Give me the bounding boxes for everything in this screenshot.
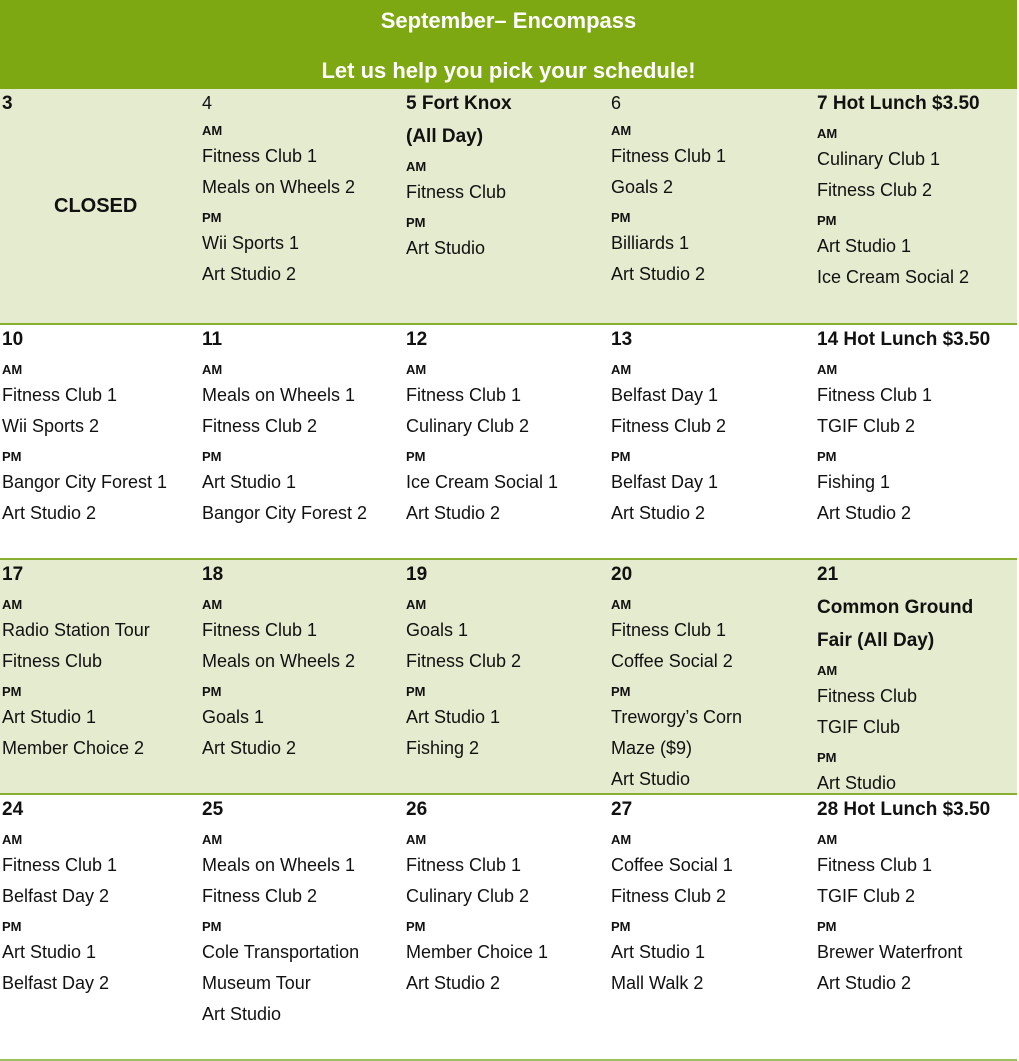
- activity-item: Wii Sports 1: [202, 233, 300, 253]
- day-event-title: (All Day): [406, 126, 484, 147]
- activity-item: Art Studio 2: [611, 264, 706, 284]
- activity-item: Art Studio 1: [2, 942, 97, 962]
- activity-item: Belfast Day 2: [2, 886, 110, 906]
- am-label: AM: [611, 597, 632, 612]
- calendar-day-cell: [200, 560, 404, 793]
- activity-item: Culinary Club 2: [406, 886, 530, 906]
- am-label: AM: [817, 663, 838, 678]
- day-heading: 6: [611, 93, 622, 113]
- activity-item: Art Studio: [611, 769, 691, 789]
- activity-item: Fitness Club 2: [406, 651, 522, 671]
- day-heading: 26: [406, 799, 428, 820]
- activity-item: Fitness Club 1: [817, 855, 933, 875]
- activity-item: Bangor City Forest 1: [2, 472, 168, 492]
- pm-label: PM: [202, 684, 222, 699]
- day-heading: 24: [2, 799, 24, 820]
- activity-item: Art Studio: [202, 1004, 282, 1024]
- activity-item: Billiards 1: [611, 233, 690, 253]
- activity-item: Art Studio 1: [406, 707, 501, 727]
- pm-label: PM: [406, 215, 426, 230]
- calendar-day-cell: [815, 325, 1017, 558]
- activity-item: Ice Cream Social 2: [817, 267, 970, 287]
- activity-item: Culinary Club 2: [406, 416, 530, 436]
- activity-item: Coffee Social 1: [611, 855, 733, 875]
- pm-label: PM: [202, 449, 222, 464]
- activity-item: Art Studio 2: [817, 973, 912, 993]
- activity-item: Fitness Club 1: [2, 855, 118, 875]
- activity-item: Art Studio 2: [202, 264, 297, 284]
- activity-item: Museum Tour: [202, 973, 311, 993]
- activity-item: Ice Cream Social 1: [406, 472, 559, 492]
- activity-item: Art Studio 1: [2, 707, 97, 727]
- activity-item: Fitness Club 1: [611, 146, 727, 166]
- calendar-day-cell: [609, 795, 815, 1059]
- activity-item: Fishing 1: [817, 472, 891, 492]
- calendar-day-cell: [200, 89, 404, 323]
- day-heading: 17: [2, 564, 24, 585]
- am-label: AM: [2, 362, 23, 377]
- activity-item: Treworgy’s Corn: [611, 707, 743, 727]
- activity-item: Member Choice 1: [406, 942, 549, 962]
- activity-item: Art Studio 2: [611, 503, 706, 523]
- calendar-day-cell: [0, 89, 200, 323]
- activity-item: Art Studio 2: [2, 503, 97, 523]
- activity-item: Radio Station Tour: [2, 620, 150, 640]
- activity-item: Fitness Club: [817, 686, 918, 706]
- activity-item: Goals 1: [406, 620, 469, 640]
- calendar-day-cell: [609, 89, 815, 323]
- calendar-day-cell: [404, 795, 609, 1059]
- pm-label: PM: [817, 213, 837, 228]
- calendar-day-cell: [609, 560, 815, 793]
- activity-item: Fitness Club: [2, 651, 103, 671]
- activity-item: Art Studio 2: [406, 973, 501, 993]
- am-label: AM: [817, 362, 838, 377]
- activity-item: Fitness Club 2: [817, 180, 933, 200]
- activity-item: Meals on Wheels 1: [202, 385, 356, 405]
- day-heading: 25: [202, 799, 224, 820]
- day-heading: 4: [202, 93, 213, 113]
- pm-label: PM: [817, 449, 837, 464]
- activity-item: Fitness Club 2: [202, 886, 318, 906]
- calendar-title: September– Encompass: [380, 8, 637, 33]
- pm-label: PM: [611, 919, 631, 934]
- activity-item: Belfast Day 1: [611, 472, 719, 492]
- activity-item: Member Choice 2: [2, 738, 145, 758]
- am-label: AM: [817, 126, 838, 141]
- calendar-day-cell: [404, 89, 609, 323]
- pm-label: PM: [611, 210, 631, 225]
- activity-item: Bangor City Forest 2: [202, 503, 368, 523]
- day-heading: 28 Hot Lunch $3.50: [817, 799, 991, 820]
- activity-item: Art Studio 1: [611, 942, 706, 962]
- am-label: AM: [406, 362, 427, 377]
- pm-label: PM: [2, 684, 22, 699]
- day-event-title: Fair (All Day): [817, 630, 935, 651]
- activity-item: Mall Walk 2: [611, 973, 704, 993]
- am-label: AM: [202, 362, 223, 377]
- calendar-week-row: [0, 89, 1017, 325]
- activity-item: Art Studio: [817, 773, 897, 793]
- activity-item: Belfast Day 1: [611, 385, 719, 405]
- calendar-day-cell: [0, 325, 200, 558]
- activity-item: Meals on Wheels 2: [202, 177, 356, 197]
- activity-item: Meals on Wheels 1: [202, 855, 356, 875]
- pm-label: PM: [202, 210, 222, 225]
- activity-item: Fitness Club 1: [202, 146, 318, 166]
- activity-item: Belfast Day 2: [2, 973, 110, 993]
- activity-item: Brewer Waterfront: [817, 942, 963, 962]
- activity-item: Cole Transportation: [202, 942, 360, 962]
- calendar-day-cell: [609, 325, 815, 558]
- activity-item: Goals 1: [202, 707, 265, 727]
- activity-item: Fitness Club 1: [202, 620, 318, 640]
- activity-item: Fishing 2: [406, 738, 480, 758]
- calendar-subtitle: Let us help you pick your schedule!: [321, 58, 696, 83]
- calendar-day-cell: [404, 560, 609, 793]
- activity-item: Fitness Club 2: [611, 416, 727, 436]
- day-heading: 10: [2, 329, 24, 350]
- activity-item: Art Studio 1: [202, 472, 297, 492]
- calendar-day-cell: [0, 560, 200, 793]
- activity-item: Art Studio 2: [202, 738, 297, 758]
- day-heading: 21: [817, 564, 839, 585]
- activity-item: Fitness Club 1: [406, 855, 522, 875]
- pm-label: PM: [817, 919, 837, 934]
- calendar-day-cell: [404, 325, 609, 558]
- am-label: AM: [817, 832, 838, 847]
- day-heading: 14 Hot Lunch $3.50: [817, 329, 991, 350]
- day-heading: 3: [2, 93, 13, 114]
- calendar-day-cell: [200, 795, 404, 1059]
- calendar-day-cell: [815, 560, 1017, 793]
- pm-label: PM: [2, 919, 22, 934]
- activity-item: Fitness Club 1: [2, 385, 118, 405]
- activity-item: Fitness Club: [406, 182, 507, 202]
- activity-item: TGIF Club 2: [817, 886, 916, 906]
- activity-item: Art Studio 2: [817, 503, 912, 523]
- am-label: AM: [611, 362, 632, 377]
- day-heading: 11: [202, 329, 223, 350]
- am-label: AM: [2, 832, 23, 847]
- pm-label: PM: [2, 449, 22, 464]
- day-heading: 18: [202, 564, 224, 585]
- activity-item: Fitness Club 1: [611, 620, 727, 640]
- activity-item: Fitness Club 1: [817, 385, 933, 405]
- calendar-week-row: [0, 560, 1017, 795]
- am-label: AM: [406, 832, 427, 847]
- calendar-grid: [0, 89, 1019, 1061]
- activity-item: Coffee Social 2: [611, 651, 733, 671]
- calendar-week-row: [0, 795, 1017, 1061]
- am-label: AM: [406, 159, 427, 174]
- pm-label: PM: [406, 449, 426, 464]
- pm-label: PM: [817, 750, 837, 765]
- calendar-day-cell: [815, 89, 1017, 323]
- day-heading: 13: [611, 329, 633, 350]
- activity-item: Art Studio 1: [817, 236, 912, 256]
- activity-item: Fitness Club 2: [611, 886, 727, 906]
- calendar-day-cell: [0, 795, 200, 1059]
- day-heading: 7 Hot Lunch $3.50: [817, 93, 980, 114]
- day-heading: 5 Fort Knox: [406, 93, 512, 114]
- activity-item: Art Studio: [406, 238, 486, 258]
- am-label: AM: [406, 597, 427, 612]
- calendar-header: [0, 0, 1017, 89]
- am-label: AM: [611, 123, 632, 138]
- day-heading: 27: [611, 799, 633, 820]
- activity-item: Wii Sports 2: [2, 416, 100, 436]
- activity-item: Meals on Wheels 2: [202, 651, 356, 671]
- am-label: AM: [202, 123, 223, 138]
- activity-item: Goals 2: [611, 177, 674, 197]
- pm-label: PM: [406, 684, 426, 699]
- activity-item: Fitness Club 2: [202, 416, 318, 436]
- am-label: AM: [202, 597, 223, 612]
- pm-label: PM: [406, 919, 426, 934]
- calendar-week-row: [0, 325, 1017, 560]
- am-label: AM: [611, 832, 632, 847]
- activity-item: TGIF Club: [817, 717, 901, 737]
- closed-label: CLOSED: [54, 195, 138, 217]
- activity-item: Fitness Club 1: [406, 385, 522, 405]
- pm-label: PM: [611, 449, 631, 464]
- pm-label: PM: [611, 684, 631, 699]
- calendar-day-cell: [200, 325, 404, 558]
- activity-item: Maze ($9): [611, 738, 693, 758]
- pm-label: PM: [202, 919, 222, 934]
- day-heading: 12: [406, 329, 428, 350]
- activity-item: TGIF Club 2: [817, 416, 916, 436]
- am-label: AM: [2, 597, 23, 612]
- activity-item: Culinary Club 1: [817, 149, 941, 169]
- am-label: AM: [202, 832, 223, 847]
- day-heading: 20: [611, 564, 633, 585]
- activity-item: Art Studio 2: [406, 503, 501, 523]
- calendar-day-cell: [815, 795, 1017, 1059]
- day-heading: 19: [406, 564, 428, 585]
- day-event-title: Common Ground: [817, 597, 974, 618]
